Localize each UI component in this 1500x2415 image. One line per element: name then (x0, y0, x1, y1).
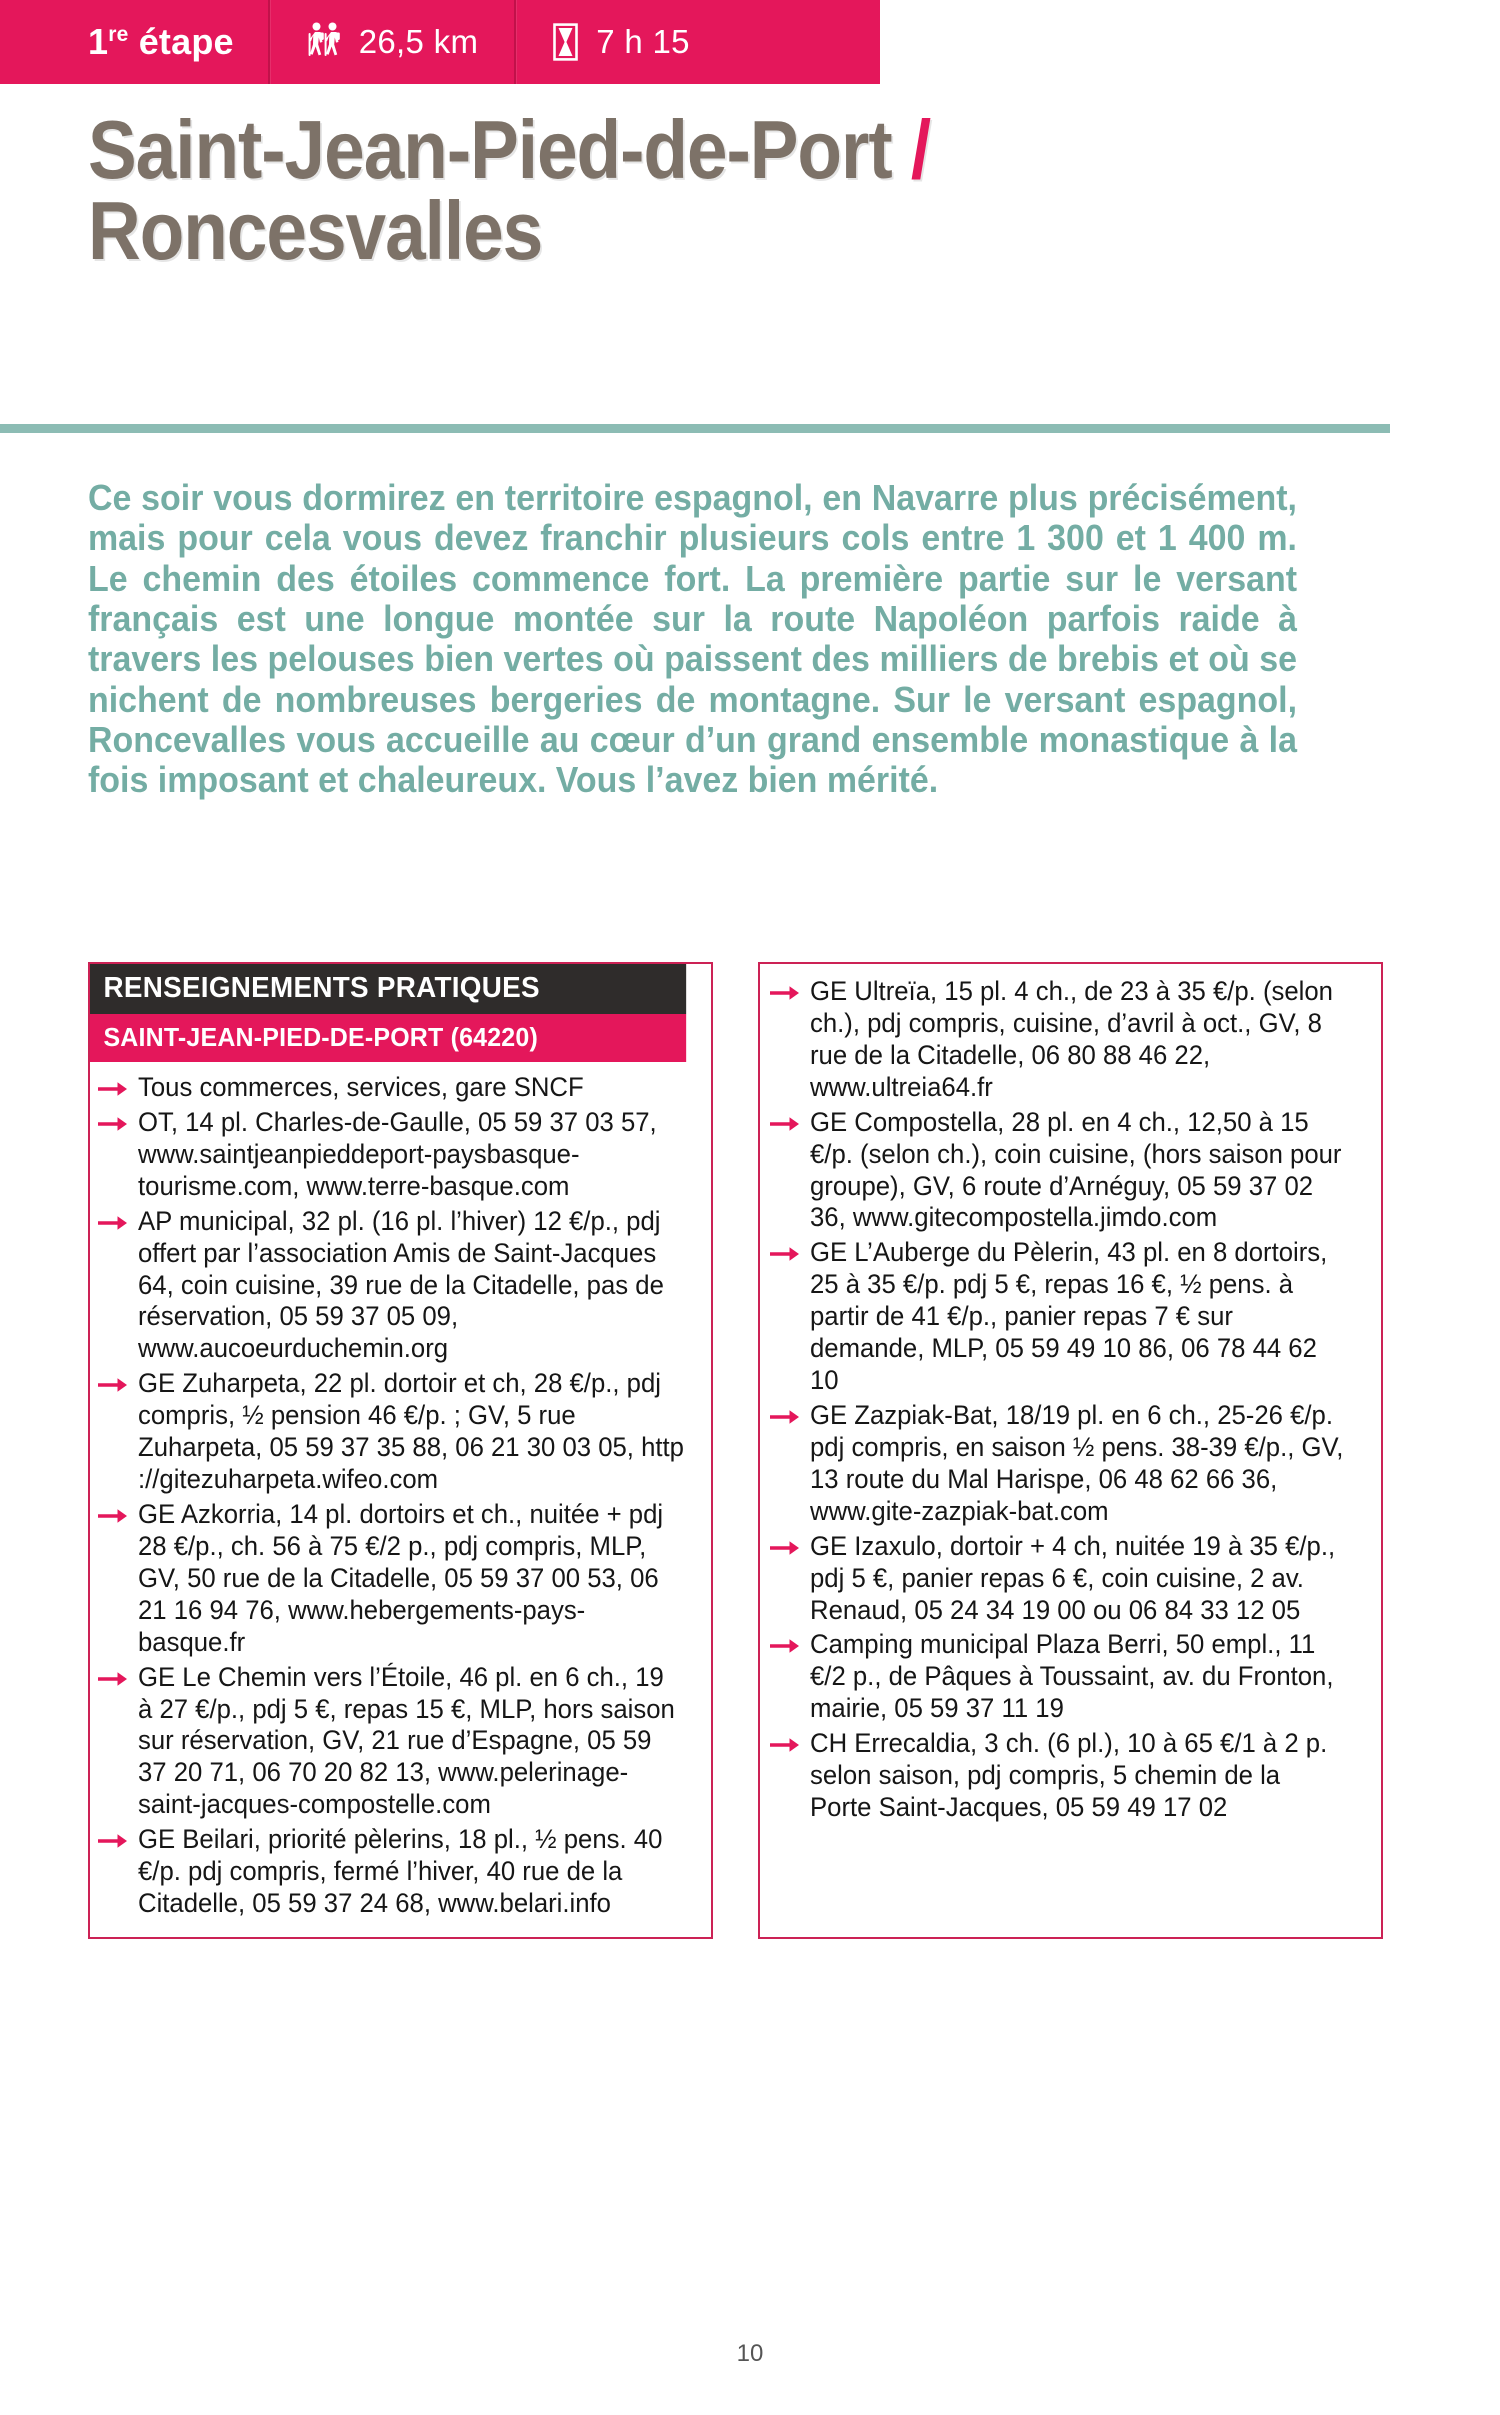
list-item[interactable] (770, 976, 1365, 1104)
stage-label (88, 21, 234, 63)
arrow-bullet-icon (770, 1531, 810, 1556)
list-item[interactable] (98, 1368, 701, 1496)
title-line-1 (88, 103, 1258, 196)
list-item[interactable] (770, 1400, 1365, 1528)
locality-heading: SAINT-JEAN-PIED-DE-PORT (64220) (90, 1014, 686, 1062)
arrow-bullet-icon (770, 1237, 810, 1262)
list-item-text: GE Izaxulo, dortoir + 4 ch, nuitée 19 à 35 €/p., pdj 5 €, panier repas 6 €, coin cuisine, 2 av. Renaud, 05 24 34 19 00 ou 06 84 33 12 05 (810, 1530, 1336, 1625)
list-item-text: GE Le Chemin vers l’Étoile, 46 pl. en 6 ch., 19 à 27 €/p., pdj 5 €, repas 15 €, MLP, hors saison sur réservation, GV, 21 rue d’Espagne, 05 59 37 20 71, 06 70 20 82 13, www.pelerinage-saint-jacques-compostelle.com (138, 1661, 675, 1820)
list-item[interactable] (98, 1107, 701, 1203)
list-item-text: GE Compostella, 28 pl. en 4 ch., 12,50 à 15 €/p. (selon ch.), coin cuisine, (hors saison pour groupe), GV, 6 route d’Arnéguy, 05 59 37 02 36, www.gitecompostella.jimdo.com (810, 1106, 1342, 1233)
arrow-bullet-icon (770, 976, 810, 1001)
section-divider (0, 424, 1390, 433)
list-item[interactable] (770, 1728, 1365, 1824)
arrow-bullet-icon (770, 1728, 810, 1753)
page-title (88, 103, 1418, 277)
list-item[interactable] (98, 1662, 701, 1822)
distance-cell (270, 0, 515, 84)
list-item[interactable] (98, 1206, 701, 1366)
list-item-text: GE Ultreïa, 15 pl. 4 ch., de 23 à 35 €/p. (selon ch.), pdj compris, cuisine, d’avril à oct., GV, 8 rue de la Citadelle, 06 80 88 46 22, www.ultreia64.fr (810, 976, 1333, 1102)
list-item-text: Camping municipal Plaza Berri, 50 empl., 11 €/2 p., de Pâques à Toussaint, av. du Fronton, mairie, 05 59 37 11 19 (810, 1629, 1334, 1724)
list-item[interactable] (770, 1629, 1365, 1725)
list-item-text: GE Beilari, priorité pèlerins, 18 pl., ½ pens. 40 €/p. pdj compris, fermé l’hiver, 40 rue de la Citadelle, 05 59 37 24 68, www.belari.info (138, 1824, 663, 1919)
duration-value: 7 h 15 (596, 23, 690, 60)
list-item[interactable] (770, 1107, 1365, 1235)
stage-ordinal-suffix: re (108, 23, 129, 46)
arrow-bullet-icon (98, 1072, 138, 1097)
practical-info-section (88, 962, 1398, 1939)
list-item-text: GE Zuharpeta, 22 pl. dortoir et ch, 28 €/p., pdj compris, ½ pension 46 €/p. ; GV, 5 rue Zuharpeta, 05 59 37 35 88, 06 21 30 03 05, http ://gitezuharpeta.wifeo.com (138, 1368, 684, 1495)
hikers-icon (308, 21, 342, 63)
list-item[interactable] (770, 1237, 1365, 1397)
arrow-bullet-icon (770, 1629, 810, 1654)
list-item[interactable] (770, 1531, 1365, 1627)
stage-banner (0, 0, 880, 84)
title-slash: / (910, 103, 931, 196)
arrow-bullet-icon (98, 1824, 138, 1849)
list-item-text: GE Azkorria, 14 pl. dortoirs et ch., nuitée + pdj 28 €/p., ch. 56 à 75 €/2 p., pdj compris, MLP, GV, 50 rue de la Citadelle, 05 59 37 00 53, 06 21 16 94 76, www.hebergements-pays-basque.fr (138, 1498, 664, 1657)
practical-info-heading: RENSEIGNEMENTS PRATIQUES (90, 964, 686, 1014)
list-item-text: Tous commerces, services, gare SNCF (138, 1072, 584, 1102)
arrow-bullet-icon (770, 1400, 810, 1425)
stage-number: 1 (88, 21, 109, 62)
left-listing-list (90, 1062, 711, 1937)
list-item[interactable] (98, 1072, 701, 1104)
arrow-bullet-icon (770, 1107, 810, 1132)
right-listing-list (768, 974, 1369, 1831)
duration-cell (516, 0, 730, 84)
arrow-bullet-icon (98, 1499, 138, 1524)
stage-word: étape (128, 21, 234, 62)
list-item[interactable] (98, 1824, 701, 1920)
title-origin: Saint-Jean-Pied-de-Port (88, 103, 911, 196)
list-item-text: GE Zazpiak-Bat, 18/19 pl. en 6 ch., 25-26 €/p. pdj compris, en saison ½ pens. 38-39 €/p., GV, 13 route du Mal Harispe, 06 48 62 66 36, www.gite-zazpiak-bat.com (810, 1399, 1344, 1526)
distance-value: 26,5 km (358, 23, 479, 60)
title-line-2: Roncesvalles (88, 183, 543, 277)
list-item-text: GE L’Auberge du Pèlerin, 43 pl. en 8 dortoirs, 25 à 35 €/p. pdj 5 €, repas 16 €, ½ pens. à partir de 41 €/p., panier repas 7 € sur demande, MLP, 05 59 49 10 86, 06 78 44 62 10 (810, 1237, 1328, 1396)
practical-info-box (88, 962, 713, 1939)
hourglass-icon (552, 23, 579, 61)
intro-paragraph: Ce soir vous dormirez en territoire espagnol, en Navarre plus précisément, mais pour cela vous devez franchir plusieurs cols entre 1 300 et 1 400 m. Le chemin des étoiles commence fort. La première partie sur le versant français est une longue montée sur la route Napoléon parfois raide à travers les pelouses bien vertes où paissent des milliers de brebis et où se nichent de nombreuses bergeries de montagne. Sur le versant espagnol, Roncevalles vous accueille au cœur d’un grand ensemble monastique à la fois imposant et chaleureux. Vous l’avez bien mérité. (88, 477, 1297, 801)
arrow-bullet-icon (98, 1107, 138, 1132)
list-item[interactable] (98, 1499, 701, 1659)
arrow-bullet-icon (98, 1368, 138, 1393)
list-item-text: OT, 14 pl. Charles-de-Gaulle, 05 59 37 03 57, www.saintjeanpieddeport-paysbasque-tourisme.com, www.terre-basque.com (138, 1106, 657, 1201)
stage-number-cell (0, 0, 268, 84)
list-item-text: CH Errecaldia, 3 ch. (6 pl.), 10 à 65 €/1 à 2 p. selon saison, pdj compris, 5 chemin de la Porte Saint-Jacques, 05 59 49 17 02 (810, 1728, 1328, 1823)
accommodation-box (758, 962, 1383, 1939)
arrow-bullet-icon (98, 1206, 138, 1231)
list-item-text: AP municipal, 32 pl. (16 pl. l’hiver) 12 €/p., pdj offert par l’association Amis de Saint-Jacques 64, coin cuisine, 39 rue de la Citadelle, pas de réservation, 05 59 37 05 09, www.aucoeurduchemin.org (138, 1205, 664, 1364)
arrow-bullet-icon (98, 1662, 138, 1687)
page-number: 10 (736, 2340, 764, 2367)
